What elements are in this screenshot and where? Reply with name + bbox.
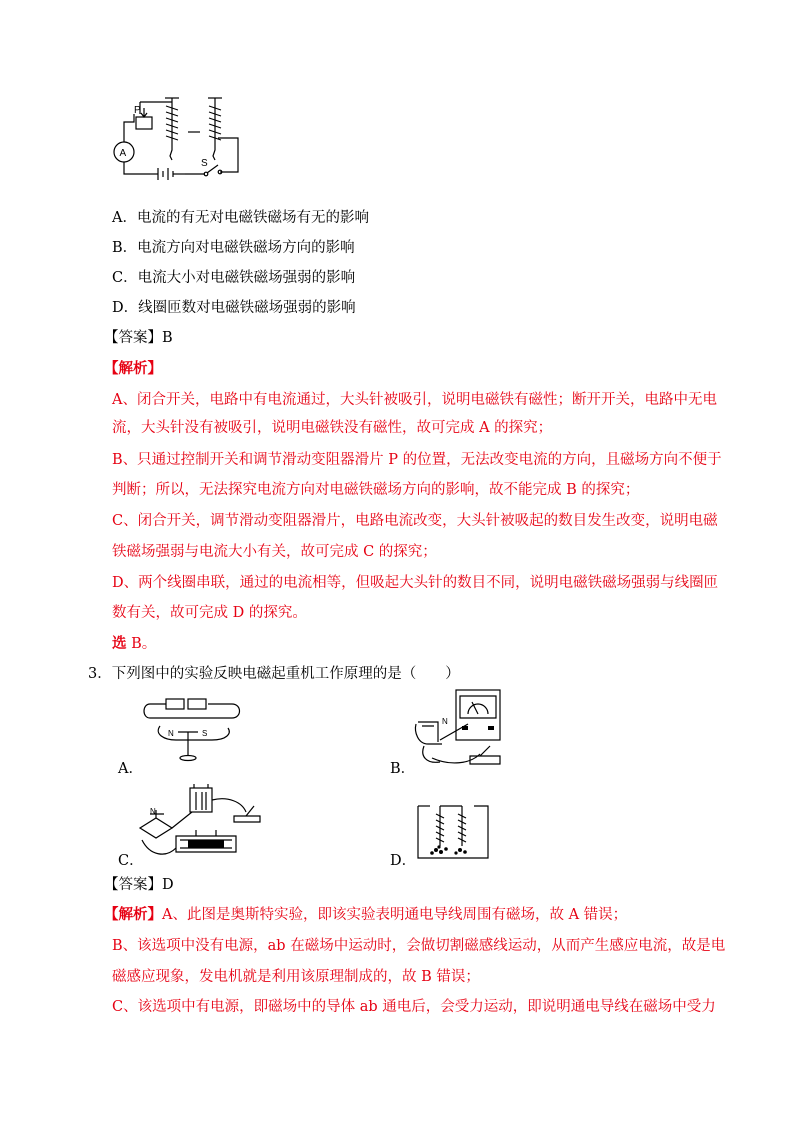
figure-a-oersted [136, 692, 256, 766]
figure-c-motor [136, 782, 268, 866]
electromagnet-circuit-figure [110, 92, 245, 184]
q3-answer: 【答案】D [104, 877, 174, 893]
q2-option-a: A．电流的有无对电磁铁磁场有无的影响 [112, 210, 369, 226]
q2-conclusion-prefix: 选 [112, 635, 127, 652]
q2-conclusion [112, 634, 156, 654]
figure-c-n-label: N [150, 807, 156, 816]
q3-option-d-label: D． [390, 853, 417, 869]
q3-analysis-first-line [104, 905, 627, 925]
slider-p-label: P [134, 105, 141, 116]
switch-s-label: S [201, 158, 208, 169]
figure-b-induction [410, 684, 520, 774]
q2-analysis-line: 铁磁场强弱与电流大小有关，故可完成 C 的探究； [112, 544, 437, 560]
q3-analysis-heading: 【解析】 [104, 906, 162, 923]
ammeter-label: A [119, 148, 127, 159]
q2-analysis-heading: 【解析】 [104, 360, 162, 377]
q2-option-d: D．线圈匝数对电磁铁磁场强弱的影响 [112, 300, 356, 316]
q2-analysis-line: 数有关，故可完成 D 的探究。 [112, 605, 307, 621]
figure-a-s-label: S [202, 729, 208, 738]
q3-option-b-label: B． [390, 761, 416, 777]
q2-analysis-line: B、只通过控制开关和调节滑动变阻器滑片 P 的位置，无法改变电流的方向，且磁场方向不便于 [112, 452, 722, 468]
q3-analysis-line: C、该选项中有电源，即磁场中的导体 ab 通电后，会受力运动，即说明通电导线在磁场中受力 [112, 999, 716, 1015]
q2-option-b: B．电流方向对电磁铁磁场方向的影响 [112, 240, 355, 256]
q3-analysis-line: A、此图是奥斯特实验，即该实验表明通电导线周围有磁场，故 A 错误； [162, 907, 628, 923]
q2-analysis-line: A、闭合开关，电路中有电流通过，大头针被吸引，说明电磁铁有磁性；断开开关，电路中无电 [112, 392, 717, 408]
figure-a-n-label: N [168, 729, 174, 738]
q3-option-c-label: C． [118, 853, 144, 869]
q3-stem: 3．下列图中的实验反映电磁起重机工作原理的是（ ） [88, 666, 460, 682]
figure-d-electromagnet [414, 800, 494, 862]
q2-analysis-line: C、闭合开关，调节滑动变阻器滑片，电路电流改变，大头针被吸起的数目发生改变，说明电磁 [112, 513, 718, 529]
q2-option-c: C．电流大小对电磁铁磁场强弱的影响 [112, 270, 356, 286]
q3-option-a-label: A． [118, 761, 143, 777]
q3-analysis-line: B、该选项中没有电源，ab 在磁场中运动时，会做切割磁感线运动，从而产生感应电流，故是电 [112, 938, 726, 954]
q2-analysis-line: 判断；所以，无法探究电流方向对电磁铁磁场方向的影响，故不能完成 B 的探究； [112, 482, 640, 498]
q2-analysis-line: D、两个线圈串联，通过的电流相等，但吸起大头针的数目不同，说明电磁铁磁场强弱与线圈匝 [112, 575, 719, 591]
q2-answer: 【答案】B [104, 330, 173, 346]
q2-conclusion-rest: B。 [126, 636, 157, 652]
q3-analysis-line: 磁感应现象，发电机就是利用该原理制成的，故 B 错误； [112, 969, 480, 985]
figure-b-n-label: N [442, 717, 448, 726]
q2-analysis-line: 流，大头针没有被吸引，说明电磁铁没有磁性，故可完成 A 的探究； [112, 420, 553, 436]
